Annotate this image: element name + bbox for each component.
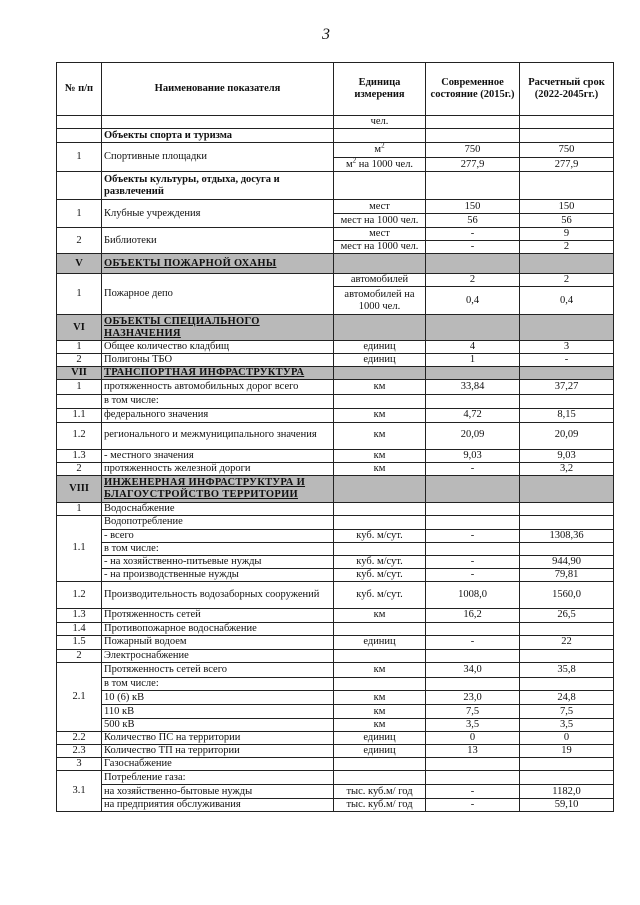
table-header-row <box>57 63 614 116</box>
table-row <box>57 395 614 408</box>
cell-forecast <box>520 650 614 663</box>
cell-current <box>426 758 520 771</box>
cell-unit <box>334 143 426 158</box>
cell-unit <box>334 254 426 274</box>
table-row <box>57 608 614 622</box>
cell-unit: тыс. куб.м/ год <box>334 799 426 812</box>
cell-name: 110 кВ <box>102 705 334 719</box>
cell-num: 1.5 <box>57 636 102 650</box>
section-row <box>57 367 614 380</box>
table-row <box>57 515 614 529</box>
cell-name: - на производственные нужды <box>102 568 334 581</box>
table-row <box>57 129 614 143</box>
cell-name: на хозяйственно-бытовые нужды <box>102 785 334 799</box>
cell-num: 1 <box>57 341 102 354</box>
cell-forecast: 3,2 <box>520 462 614 475</box>
cell-forecast <box>520 502 614 515</box>
cell-unit: км <box>334 663 426 678</box>
table-row <box>57 636 614 650</box>
cell-forecast: 22 <box>520 636 614 650</box>
table-row <box>57 529 614 542</box>
cell-num: 1.2 <box>57 581 102 608</box>
header-forecast: Расчетный срок (2022-2045гг.) <box>520 63 614 116</box>
cell-name: 10 (6) кВ <box>102 691 334 705</box>
cell-forecast: 59,10 <box>520 799 614 812</box>
cell-num <box>57 395 102 408</box>
cell-unit: км <box>334 705 426 719</box>
cell-current: 0,4 <box>426 287 520 315</box>
cell-unit <box>334 650 426 663</box>
cell-unit <box>334 367 426 380</box>
header-name: Наименование показателя <box>102 63 334 116</box>
section-num: VII <box>57 367 102 380</box>
cell-unit <box>334 622 426 635</box>
header-unit: Единица измерения <box>334 63 426 116</box>
section-num: V <box>57 254 102 274</box>
cell-unit: мест <box>334 200 426 214</box>
cell-current <box>426 502 520 515</box>
section-title: ОБЪЕКТЫ ПОЖАРНОЙ ОХАНЫ <box>102 254 334 274</box>
table-row <box>57 650 614 663</box>
table-row <box>57 449 614 462</box>
cell-name: Водоснабжение <box>102 502 334 515</box>
cell-name: Пожарный водоем <box>102 636 334 650</box>
table-row <box>57 200 614 214</box>
cell-current: 7,5 <box>426 705 520 719</box>
cell-num: 1.3 <box>57 608 102 622</box>
cell-name: Библиотеки <box>102 228 334 254</box>
cell-current: 4,72 <box>426 408 520 422</box>
section-num: VI <box>57 315 102 341</box>
cell-forecast <box>520 395 614 408</box>
cell-unit: км <box>334 462 426 475</box>
cell-current: 150 <box>426 200 520 214</box>
cell-current <box>426 678 520 691</box>
table-row <box>57 758 614 771</box>
cell-num: 2.2 <box>57 732 102 745</box>
section-row <box>57 475 614 502</box>
cell-forecast <box>520 172 614 200</box>
cell-num: 1.4 <box>57 622 102 635</box>
section-row <box>57 254 614 274</box>
cell-current: 0 <box>426 732 520 745</box>
cell-current: 277,9 <box>426 158 520 172</box>
table-row <box>57 341 614 354</box>
cell-unit: мест на 1000 чел. <box>334 241 426 254</box>
cell-forecast: 150 <box>520 200 614 214</box>
cell-num <box>57 129 102 143</box>
cell-unit: единиц <box>334 745 426 758</box>
cell-current: 33,84 <box>426 380 520 395</box>
cell-num: 1.2 <box>57 422 102 449</box>
cell-num: 2 <box>57 228 102 254</box>
cell-unit <box>334 502 426 515</box>
cell-name: в том числе: <box>102 395 334 408</box>
cell-num: 1 <box>57 502 102 515</box>
table-row <box>57 408 614 422</box>
cell-name: Пожарное депо <box>102 274 334 315</box>
cell-num: 2 <box>57 462 102 475</box>
cell-current <box>426 515 520 529</box>
section-title: ОБЪЕКТЫ СПЕЦИАЛЬНОГО НАЗНАЧЕНИЯ <box>102 315 334 341</box>
table-row <box>57 771 614 785</box>
cell-current: - <box>426 462 520 475</box>
table-row <box>57 555 614 568</box>
table-row <box>57 745 614 758</box>
cell-current: 34,0 <box>426 663 520 678</box>
cell-current: 3,5 <box>426 719 520 732</box>
table-row <box>57 462 614 475</box>
header-num: № п/п <box>57 63 102 116</box>
cell-unit: куб. м/сут. <box>334 555 426 568</box>
cell-current <box>426 116 520 129</box>
cell-current: - <box>426 799 520 812</box>
cell-name: Водопотребление <box>102 515 334 529</box>
table-row <box>57 568 614 581</box>
cell-name: Потребление газа: <box>102 771 334 785</box>
cell-num: 2.1 <box>57 663 102 732</box>
cell-current: 1 <box>426 354 520 367</box>
cell-current: 20,09 <box>426 422 520 449</box>
cell-unit: км <box>334 422 426 449</box>
cell-name: Общее количество кладбищ <box>102 341 334 354</box>
cell-forecast: 3 <box>520 341 614 354</box>
cell-forecast: 56 <box>520 214 614 228</box>
table-row <box>57 542 614 555</box>
unit-superscript: 2 <box>352 157 357 165</box>
cell-current: - <box>426 529 520 542</box>
cell-name: регионального и межмуниципального значения <box>102 422 334 449</box>
cell-forecast: 9,03 <box>520 449 614 462</box>
cell-forecast: 1560,0 <box>520 581 614 608</box>
cell-unit: км <box>334 449 426 462</box>
cell-name: Клубные учреждения <box>102 200 334 228</box>
cell-unit: автомобилей <box>334 274 426 287</box>
section-row <box>57 315 614 341</box>
table-row <box>57 678 614 691</box>
cell-num: 2.3 <box>57 745 102 758</box>
section-title: ИНЖЕНЕРНАЯ ИНФРАСТРУКТУРА И БЛАГОУСТРОЙСТВО ТЕРРИТОРИИ <box>102 475 334 502</box>
cell-unit <box>334 129 426 143</box>
cell-forecast: 35,8 <box>520 663 614 678</box>
cell-forecast <box>520 758 614 771</box>
cell-name: Производительность водозаборных сооружений <box>102 581 334 608</box>
cell-name: протяженность автомобильных дорог всего <box>102 380 334 395</box>
cell-num: 1.1 <box>57 408 102 422</box>
cell-num: 1 <box>57 274 102 315</box>
cell-unit <box>334 542 426 555</box>
cell-forecast <box>520 315 614 341</box>
cell-unit <box>334 678 426 691</box>
cell-name: - всего <box>102 529 334 542</box>
cell-current <box>426 475 520 502</box>
cell-unit: единиц <box>334 636 426 650</box>
page-number: 3 <box>322 26 330 43</box>
cell-current: - <box>426 228 520 241</box>
table-row <box>57 172 614 200</box>
cell-unit: единиц <box>334 732 426 745</box>
cell-current <box>426 395 520 408</box>
cell-current: 750 <box>426 143 520 158</box>
cell-num <box>57 116 102 129</box>
cell-forecast <box>520 254 614 274</box>
cell-forecast: 3,5 <box>520 719 614 732</box>
cell-unit: куб. м/сут. <box>334 581 426 608</box>
cell-unit: км <box>334 408 426 422</box>
cell-current <box>426 254 520 274</box>
cell-unit: автомобилей на 1000 чел. <box>334 287 426 315</box>
cell-name <box>102 116 334 129</box>
table-row <box>57 502 614 515</box>
cell-current <box>426 771 520 785</box>
cell-forecast: 19 <box>520 745 614 758</box>
cell-unit: чел. <box>334 116 426 129</box>
cell-current: - <box>426 241 520 254</box>
cell-num: 3.1 <box>57 771 102 812</box>
cell-num: 3 <box>57 758 102 771</box>
cell-forecast: 7,5 <box>520 705 614 719</box>
cell-current: - <box>426 555 520 568</box>
cell-forecast: 79,81 <box>520 568 614 581</box>
cell-name: федерального значения <box>102 408 334 422</box>
cell-forecast: 750 <box>520 143 614 158</box>
cell-name: 500 кВ <box>102 719 334 732</box>
table-row <box>57 116 614 129</box>
cell-num: 2 <box>57 354 102 367</box>
cell-unit: км <box>334 691 426 705</box>
cell-num: 1 <box>57 143 102 172</box>
cell-forecast: 20,09 <box>520 422 614 449</box>
cell-unit <box>334 315 426 341</box>
section-title: ТРАНСПОРТНАЯ ИНФРАСТРУКТУРА <box>102 367 334 380</box>
cell-current: 9,03 <box>426 449 520 462</box>
cell-current: 16,2 <box>426 608 520 622</box>
cell-name: - местного значения <box>102 449 334 462</box>
cell-current: 23,0 <box>426 691 520 705</box>
cell-name: Протяженность сетей всего <box>102 663 334 678</box>
cell-current <box>426 315 520 341</box>
cell-name: в том числе: <box>102 678 334 691</box>
cell-current: 4 <box>426 341 520 354</box>
cell-forecast: 0,4 <box>520 287 614 315</box>
cell-unit: км <box>334 380 426 395</box>
cell-forecast: 24,8 <box>520 691 614 705</box>
cell-unit: $м^2$ на 1000 чел. <box>334 158 426 172</box>
cell-num: 1 <box>57 200 102 228</box>
table-row <box>57 705 614 719</box>
cell-unit: тыс. куб.м/ год <box>334 785 426 799</box>
header-current: Современное состояние (2015г.) <box>426 63 520 116</box>
cell-forecast <box>520 622 614 635</box>
cell-unit <box>334 758 426 771</box>
cell-current <box>426 542 520 555</box>
cell-num: 2 <box>57 650 102 663</box>
cell-current: 56 <box>426 214 520 228</box>
cell-current: 13 <box>426 745 520 758</box>
table-row <box>57 228 614 241</box>
table-row <box>57 719 614 732</box>
cell-current <box>426 172 520 200</box>
table-row <box>57 785 614 799</box>
table-row <box>57 380 614 395</box>
cell-unit <box>334 475 426 502</box>
cell-name: - на хозяйственно-питьевые нужды <box>102 555 334 568</box>
cell-num: 1.1 <box>57 515 102 581</box>
cell-unit: км <box>334 608 426 622</box>
cell-current <box>426 650 520 663</box>
cell-unit <box>334 771 426 785</box>
table-row <box>57 691 614 705</box>
cell-forecast: 944,90 <box>520 555 614 568</box>
table-row <box>57 663 614 678</box>
cell-forecast <box>520 475 614 502</box>
table-row <box>57 799 614 812</box>
cell-name: на предприятия обслуживания <box>102 799 334 812</box>
cell-name: в том числе: <box>102 542 334 555</box>
cell-name: Количество ТП на территории <box>102 745 334 758</box>
cell-forecast: 9 <box>520 228 614 241</box>
cell-current <box>426 367 520 380</box>
table-row <box>57 622 614 635</box>
cell-current: 1008,0 <box>426 581 520 608</box>
cell-name: Протяженность сетей <box>102 608 334 622</box>
cell-unit: мест <box>334 228 426 241</box>
indicators-table <box>56 62 614 812</box>
cell-unit <box>334 515 426 529</box>
cell-current: - <box>426 636 520 650</box>
cell-forecast: 2 <box>520 241 614 254</box>
cell-name: Объекты культуры, отдыха, досуга и развлечений <box>102 172 334 200</box>
cell-num: 1 <box>57 380 102 395</box>
cell-unit <box>334 395 426 408</box>
cell-forecast <box>520 515 614 529</box>
section-num: VIII <box>57 475 102 502</box>
cell-forecast: 8,15 <box>520 408 614 422</box>
table-row <box>57 143 614 158</box>
cell-name: Количество ПС на территории <box>102 732 334 745</box>
cell-forecast: 1182,0 <box>520 785 614 799</box>
cell-forecast: 37,27 <box>520 380 614 395</box>
table-row <box>57 422 614 449</box>
unit-superscript: 2 <box>381 142 385 150</box>
cell-forecast: 26,5 <box>520 608 614 622</box>
cell-name: Электроснабжение <box>102 650 334 663</box>
cell-current <box>426 129 520 143</box>
table-row <box>57 354 614 367</box>
cell-unit: км <box>334 719 426 732</box>
cell-name: Газоснабжение <box>102 758 334 771</box>
cell-current: - <box>426 785 520 799</box>
unit-text: м <box>374 144 382 156</box>
cell-unit: мест на 1000 чел. <box>334 214 426 228</box>
cell-forecast <box>520 367 614 380</box>
cell-forecast <box>520 542 614 555</box>
cell-forecast <box>520 771 614 785</box>
table-row <box>57 581 614 608</box>
cell-forecast: 2 <box>520 274 614 287</box>
cell-name: Противопожарное водоснабжение <box>102 622 334 635</box>
cell-unit: единиц <box>334 341 426 354</box>
cell-forecast: 1308,36 <box>520 529 614 542</box>
cell-name: Объекты спорта и туризма <box>102 129 334 143</box>
cell-unit: единиц <box>334 354 426 367</box>
cell-forecast <box>520 678 614 691</box>
cell-unit <box>334 172 426 200</box>
cell-forecast: 0 <box>520 732 614 745</box>
cell-forecast <box>520 129 614 143</box>
cell-forecast: - <box>520 354 614 367</box>
cell-name: Полигоны ТБО <box>102 354 334 367</box>
cell-name: Спортивные площадки <box>102 143 334 172</box>
cell-unit: куб. м/сут. <box>334 529 426 542</box>
cell-current: - <box>426 568 520 581</box>
cell-forecast <box>520 116 614 129</box>
table-row <box>57 274 614 287</box>
cell-current: 2 <box>426 274 520 287</box>
cell-name: протяженность железной дороги <box>102 462 334 475</box>
cell-num <box>57 172 102 200</box>
cell-num: 1.3 <box>57 449 102 462</box>
unit-text: на 1000 чел. <box>356 158 414 170</box>
cell-forecast: 277,9 <box>520 158 614 172</box>
table-row <box>57 732 614 745</box>
cell-unit: куб. м/сут. <box>334 568 426 581</box>
cell-current <box>426 622 520 635</box>
